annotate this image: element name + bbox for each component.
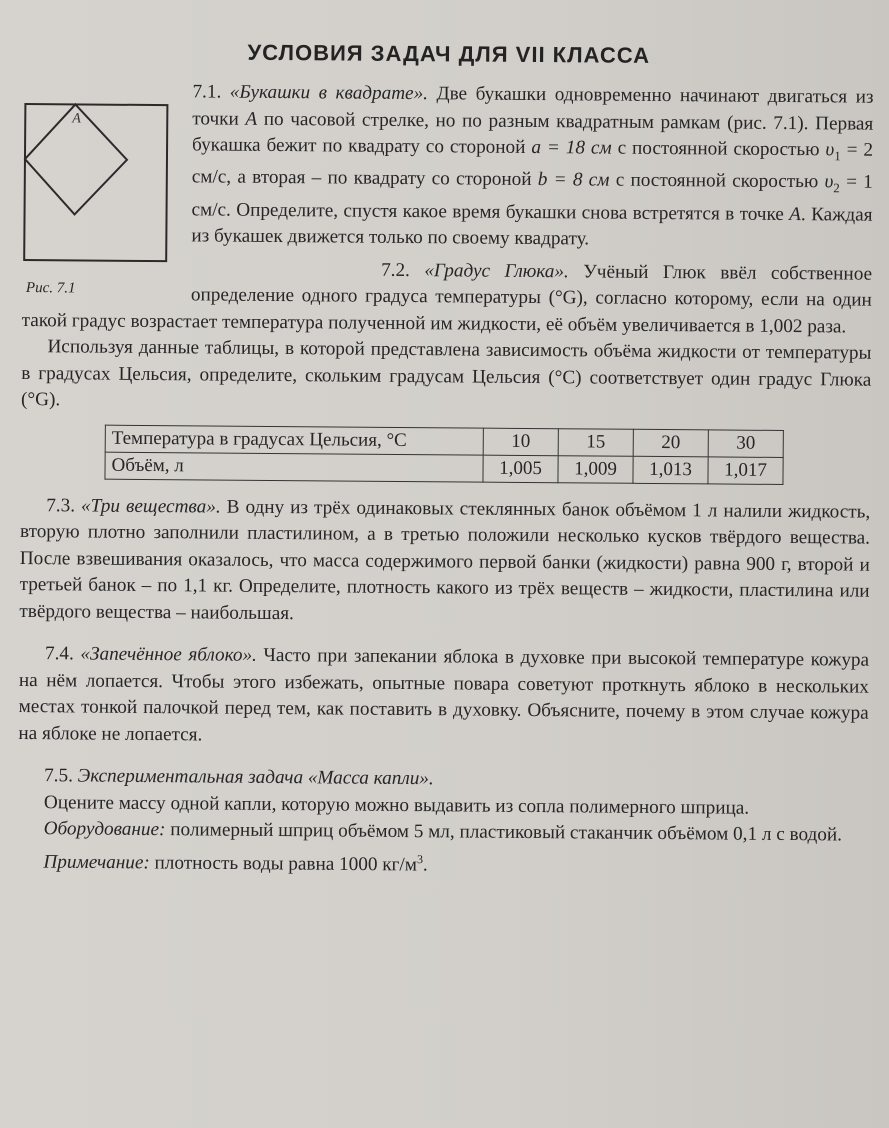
problem-text: по часовой стрелке, но по разным квадратным рамкам (рис. 7.1). Первая букашка бежит по квадрату со стороной: [192, 108, 874, 158]
problem-text: с постоянной скоростью: [609, 169, 825, 193]
table-cell: 30: [708, 430, 783, 458]
problem-title: «Запечённое яблоко».: [80, 643, 257, 667]
problem-number: 7.3.: [46, 494, 76, 517]
table-row: [105, 452, 783, 484]
speed-subscript: 1: [834, 148, 841, 164]
side-b: b = 8 см: [537, 169, 610, 191]
side-a: a = 18 см: [531, 136, 612, 159]
note-superscript: 3: [416, 851, 424, 866]
problem-number: 7.5.: [44, 765, 73, 787]
temperature-volume-table: [104, 424, 783, 484]
speed-subscript: 2: [833, 180, 840, 196]
table-cell: 15: [558, 428, 633, 456]
problem-text: Учёный Глюк ввёл собственное определение одного градуса температуры (°G), согласно которому, если на один такой градус возрастает температура полученной им жидкости, её объём увеличивается в 1,002 раза.: [21, 261, 873, 338]
table-cell: 1,005: [483, 455, 558, 483]
problem-number: 7.4.: [45, 643, 74, 665]
point-a: A: [789, 203, 802, 225]
note-label: Примечание:: [43, 851, 150, 874]
note-text: плотность воды равна 1000 кг/м: [149, 852, 418, 876]
problem-title: «Три вещества».: [80, 495, 221, 518]
page-title: УСЛОВИЯ ЗАДАЧ ДЛЯ VII КЛАССА: [247, 39, 651, 68]
table-cell: 20: [633, 429, 708, 457]
page-content: [17, 28, 874, 882]
speed-symbol: υ: [824, 171, 834, 193]
problem-text: Часто при запекании яблока в духовке при высокой температуре кожура на нём лопается. Чтобы этого избежать, опытные повара советуют проткнуть яблоко в нескольких местах тонкой палочкой перед тем, как поставить в духовку. Объясните, почему в этом случае кожура на яблоке не лопается.: [18, 645, 870, 746]
problem-text: с постоянной скоростью: [611, 137, 826, 161]
figure-caption: Рис. 7.1: [25, 280, 76, 297]
speed-value: = 2 см/с: [191, 139, 874, 188]
table-row-label: Объём, л: [105, 452, 483, 482]
problem-7-2-question: Используя данные таблицы, в которой представлена зависимость объёма жидкости от температуры в градусах Цельсия, определите, скольким градусам Цельсия (°С) соответствует один градус Глюка (°G).: [20, 336, 872, 411]
problem-title: «Букашки в квадрате».: [229, 81, 429, 105]
problem-text: . Определите, спустя какое время букашки снова встретятся в точке: [226, 199, 790, 225]
problem-text: Две букашки одновременно начинают двигаться из точки: [192, 83, 874, 130]
speed-value: = 1 см/с: [191, 171, 873, 221]
problem-number: 7.2.: [381, 259, 410, 281]
problem-7-4: [18, 641, 869, 754]
problem-text: , а вторая – по квадрату со стороной: [226, 166, 538, 191]
note-end: .: [422, 854, 428, 876]
problem-title: «Градус Глюка».: [424, 259, 569, 282]
table-cell: 1,009: [558, 455, 633, 483]
problem-number: 7.1.: [192, 81, 222, 103]
problem-text: . Каждая из букашек движется только по своему квадрату.: [191, 203, 873, 250]
speed-symbol: υ: [825, 139, 835, 161]
squares-diagram: [22, 82, 173, 273]
equipment-text: полимерный шприц объёмом 5 мл, пластиковый стаканчик объёмом 0,1 л с водой.: [165, 819, 843, 846]
figure-7-1: [22, 82, 179, 298]
point-a: A: [245, 108, 258, 130]
table-row-label: Температура в градусах Цельсия, °С: [105, 425, 483, 455]
problem-text: В одну из трёх одинаковых стеклянных банок объёмом 1 л налили жидкость, вторую плотно заполнили пластилином, а в третью положили несколько кусков твёрдого вещества. После взвешивания оказалось, что масса содержимого первой банки (жидкости) равна 900 г, второй и третьей банок – по 1,1 кг. Определите, плотность какого из трёх веществ – жидкости, пластилина или твёрдого вещества – наибольшая.: [19, 496, 871, 624]
point-a-label: A: [72, 111, 81, 127]
problem-7-5: Оцените массу одной капли, которую можно выдавить из сопла полимерного шприца.: [43, 791, 750, 819]
table-cell: 10: [483, 428, 558, 456]
table-cell: 1,017: [708, 457, 783, 485]
equipment-label: Оборудование:: [43, 818, 166, 841]
problem-7-3: [19, 493, 870, 632]
table-cell: 1,013: [633, 456, 708, 484]
problem-title: Экспериментальная задача «Масса капли».: [77, 765, 434, 790]
note-line: [17, 843, 867, 883]
